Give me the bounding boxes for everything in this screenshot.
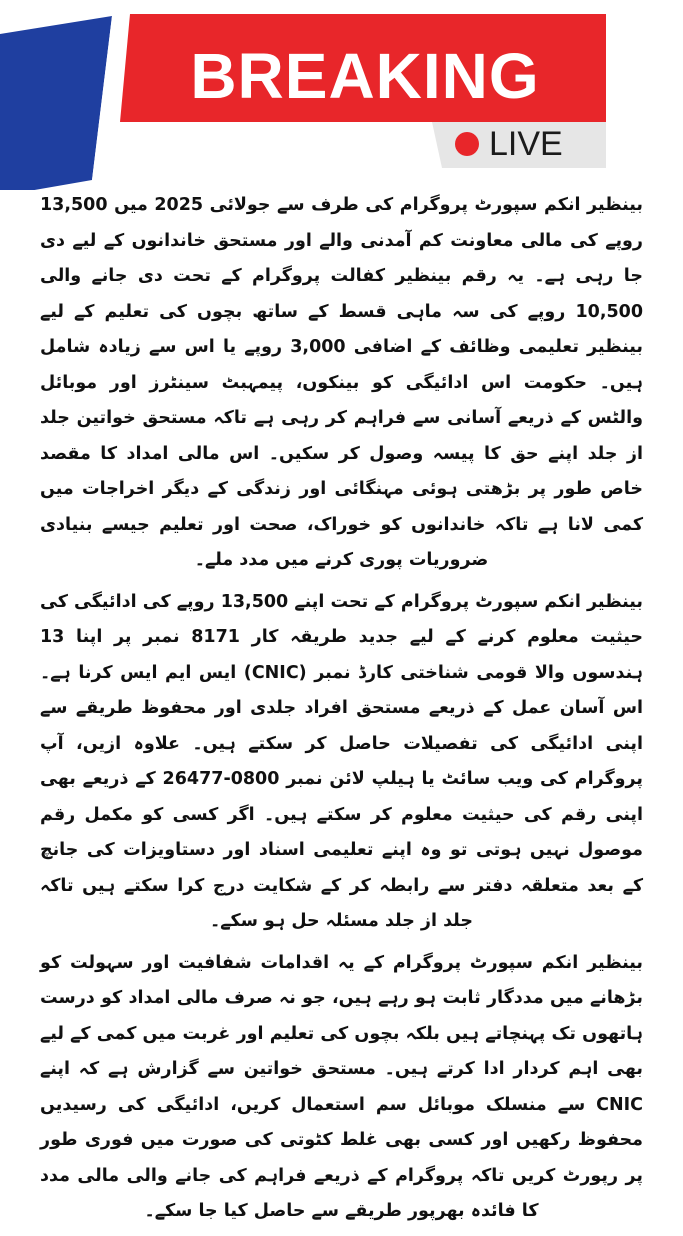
live-label: LIVE: [489, 125, 563, 163]
breaking-news-banner: [0, 0, 683, 190]
banner-title: BREAKING: [190, 40, 540, 112]
article-paragraph-1: بینظیر انکم سپورٹ پروگرام کی طرف سے جولائی 2025 میں 13,500 روپے کی مالی معاونت کم آمدنی والے اور مستحق خاندانوں کے لیے دی جا رہی ہے۔ یہ رقم بینظیر کفالت پروگرام کے تحت دی جانے والی 10,500 روپے کی سہ ماہی قسط کے ساتھ بچوں کی تعلیم کے لیے بینظیر تعلیمی وظائف کے اضافی 3,000 روپے یا اس سے زیادہ شامل ہیں۔ حکومت اس ادائیگی کو بینکوں، پیمہبٹ سینٹرز اور موبائل والٹس کے ذریعے آسانی سے فراہم کر رہی ہے تاکہ مستحق خواتین جلد از جلد اپنے حق کا پیسہ وصول کر سکیں۔ اس مالی امداد کا مقصد خاص طور پر بڑھتی ہوئی مہنگائی اور زندگی کے دیگر اخراجات میں کمی لانا ہے تاکہ خاندانوں کو خوراک، صحت اور تعلیم جیسے بنیادی ضروریات پوری کرنے میں مدد ملے۔: [40, 195, 643, 570]
live-dot-icon: [455, 132, 479, 156]
article-body: [40, 188, 643, 1236]
article-paragraph-2: بینظیر انکم سپورٹ پروگرام کے تحت اپنے 13,500 روپے کی ادائیگی کی حیثیت معلوم کرنے کے لیے جدید طریقہ کار 8171 نمبر پر اپنا 13 ہندسوں والا قومی شناختی کارڈ نمبر (CNIC) ایس ایم ایس کرنا ہے۔ اس آسان عمل کے ذریعے مستحق افراد جلدی اور محفوظ طریقے سے اپنی ادائیگی کی تفصیلات حاصل کر سکتے ہیں۔ علاوہ ازیں، آپ پروگرام کی ویب سائٹ یا ہیلپ لائن نمبر 0800-26477 کے ذریعے بھی اپنی رقم کی حیثیت معلوم کر سکتے ہیں۔ اگر کسی کو مکمل رقم موصول نہیں ہوتی تو وہ اپنے تعلیمی اسناد اور دستاویزات کی جانچ کے بعد متعلقہ دفتر سے رابطہ کر کے شکایت درج کرا سکتے ہیں تاکہ جلد از جلد مسئلہ حل ہو سکے۔: [40, 591, 644, 931]
live-indicator: [455, 124, 563, 164]
article-paragraph-3: بینظیر انکم سپورٹ پروگرام کے یہ اقدامات شفافیت اور سہولت کو بڑھانے میں مددگار ثابت ہو رہے ہیں، جو نہ صرف مالی امداد کو درست ہاتھوں تک پہنچاتے ہیں بلکہ بچوں کی تعلیم اور غربت میں کمی کے لیے بھی اہم کردار ادا کرتے ہیں۔ مستحق خواتین سے گزارش ہے کہ اپنے CNIC سے منسلک موبائل سم استعمال کریں، ادائیگی کی رسیدیں محفوظ رکھیں اور کسی بھی غلط کٹوتی کی صورت میں فوری طور پر رپورٹ کریں تاکہ پروگرام کے ذریعے فراہم کی جانے والی مالی مدد کا فائدہ بھرپور طریقے سے حاصل کیا جا سکے۔: [40, 952, 643, 1221]
